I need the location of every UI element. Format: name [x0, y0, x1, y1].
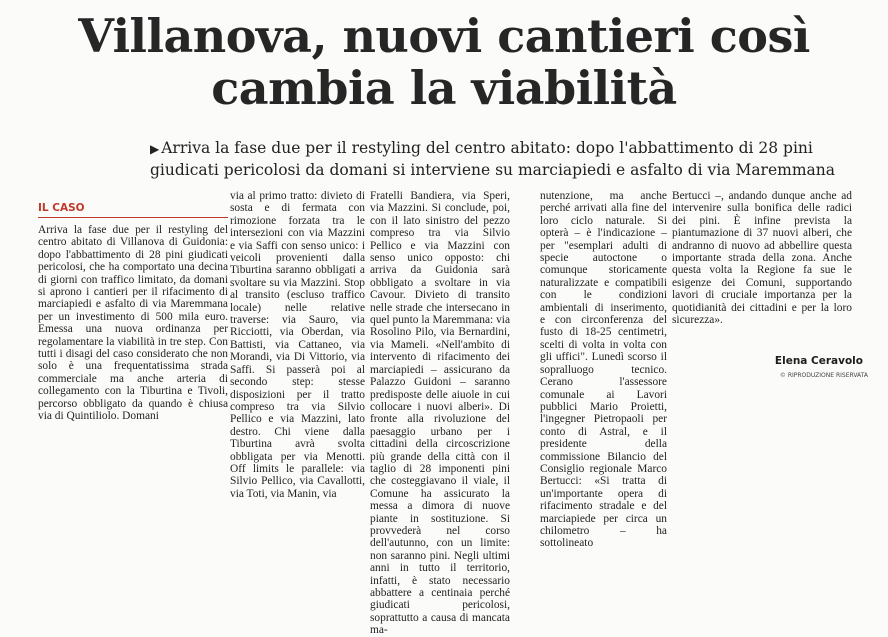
article-column-5 — [672, 190, 852, 326]
section-label: IL CASO — [38, 202, 228, 218]
column-text: Arriva la fase due per il restyling del centro abitato di Villanova di Guidonia: dopo l'abbattimento di 28 pini giudicati pericolosi, che ha comportato una decina di giorni con traffico limitato, da domani si aprono i cantieri per il rifacimento di marciapiedi e asfalto di via Maremmana per un investimento di 500 mila euro. Emessa una nuova ordinanza per regolamentare la viabilità in tre step. Con tutti i disagi del caso considerato che non solo è una frequentatissima strada commerciale ma anche arteria di collegamento con la Tiburtina e Tivoli, percorso obbligato da quando è chiusa via di Quintiliolo. Domani — [38, 224, 228, 423]
column-text: via al primo tratto: divieto di sosta e di fermata con rimozione forzata tra le intersezioni con via Mazzini e via Saffi con senso unico: i veicoli provenienti dalla Tiburtina saranno obbligati a svoltare su via Mazzini. Stop al transito (escluso traffico locale) nelle relative traverse: via Sauro, via Ricciotti, via Oberdan, via Battisti, via Cattaneo, via Morandi, via Di Vittorio, via Saffi. Si passerà poi al secondo step: stesse disposizioni per il tratto compreso tra via Silvio Pellico e via Mazzini, lato destro. Chi viene dalla Tiburtina avrà svolta obbligata per via Menotti. Off limits le parallele: via Silvio Pellico, via Cavallotti, via Toti, via Manin, via — [230, 190, 365, 500]
article-column-4 — [540, 190, 667, 550]
subhead-text: Arriva la fase due per il restyling del centro abitato: dopo l'abbattimento di 28 pini giudicati pericolosi da domani si interviene su marciapiedi e asfalto di via Maremmana — [150, 139, 835, 179]
article-column-1 — [38, 224, 228, 423]
article-column-2 — [230, 190, 365, 500]
column-text: nutenzione, ma anche perché arrivati alla fine del loro ciclo naturale. Si opterà – è l'indicazione – per "esemplari adulti di specie autoctone o comunque storicamente naturalizzate e compatibili con le condizioni ambientali di inserimento, e con circonferenza del fusto di 18-25 centimetri, scelti di volta in volta con gli uffici". Lunedì scorso il sopralluogo tecnico. Cerano l'assessore comunale ai Lavori pubblici Mario Proietti, l'ingegner Pietropaoli per conto di Astral, e il presidente della commissione Bilancio del Consiglio regionale Marco Bertucci: «Si tratta di un'importante opera di rifacimento stradale e del marciapiede per circa un chilometro – ha sottolineato — [540, 190, 667, 550]
author-signature: Elena Ceravolo — [774, 355, 863, 367]
column-text: Fratelli Bandiera, via Speri, via Mazzini. Si conclude, poi, con il lato sinistro del pezzo compreso tra via Silvio Pellico e via Mazzini con senso unico opposto: chi arriva da Guidonia sarà obbligato a svoltare in via Cavour. Divieto di transito nelle strade che intersecano in quel punto la Maremmana: via Rosolino Pilo, via Bernardini, via Mameli. «Nell'ambito di intervento di rifacimento dei marciapiedi – assicurano da Palazzo Guidoni – saranno predisposte delle aiuole in cui collocare i nuovi alberi». Di fronte alla rivoluzione del paesaggio urbano per i cittadini della circoscrizione più grande della città con il taglio di 28 imponenti pini che costeggiavano il viale, il Comune ha assicurato la messa a dimora di nuove piante in sostituzione. Si provvederà nel corso dell'autunno, con un limite: non saranno pini. Negli ultimi anni in tutto il territorio, infatti, è stato necessario abbattere a centinaia perché giudicati pericolosi, soprattutto a causa di mancata ma- — [370, 190, 510, 637]
arrow-icon: ▶ — [150, 142, 160, 156]
subheadline — [150, 138, 880, 181]
article-column-3 — [370, 190, 510, 637]
column-text: Bertucci –, andando dunque anche ad intervenire sulla bonifica delle radici dei pini. È infine prevista la piantumazione di 37 nuovi alberi, che andranno di nuovo ad abbellire questa importante strada della zona. Anche questa volta la Regione fa sue le esigenze dei Comuni, supportando lavori di cruciale importanza per la quotidianità dei cittadini e per la loro sicurezza». — [672, 190, 852, 327]
copyright-notice: © RIPRODUZIONE RISERVATA — [779, 372, 868, 379]
headline: Villanova, nuovi cantieri così cambia la viabilità — [78, 9, 810, 115]
